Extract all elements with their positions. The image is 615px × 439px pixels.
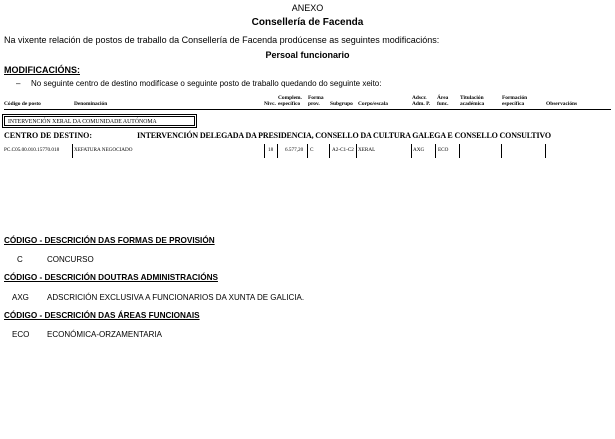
- col-observaciones: Observacións: [546, 101, 578, 107]
- col-titulacion-2: académica: [460, 101, 485, 107]
- cell-divider: [411, 144, 412, 158]
- legend-code: AXG: [12, 293, 29, 302]
- legend-desc: ECONÓMICA-ORZAMENTARIA: [47, 330, 162, 339]
- col-adscr-1: Adscr.: [412, 95, 427, 101]
- cell-divider: [459, 144, 460, 158]
- col-titulacion-1: Titulación: [460, 95, 484, 101]
- department-title: Consellería de Facenda: [251, 17, 364, 28]
- centre-name: INTERVENCIÓN DELEGADA DA PRESIDENCIA, CONSELLO DA CULTURA GALEGA E CONSELLO CONSULTIVO: [137, 131, 551, 140]
- cell-complemento: 6.577,20: [285, 147, 304, 153]
- table-header-rule: [4, 109, 611, 110]
- cell-denominacion: XEFATURA NEGOCIADO: [74, 147, 133, 153]
- col-subgrupo: Subgrupo: [330, 101, 353, 107]
- cell-divider: [329, 144, 330, 158]
- cell-corpo: XERAL: [358, 147, 376, 153]
- col-codigo: Código de posto: [4, 101, 41, 107]
- col-complemento-1: Complem.: [278, 95, 302, 101]
- centre-label: CENTRO DE DESTINO:: [4, 131, 93, 140]
- col-denominacion: Denominación: [74, 101, 108, 107]
- cell-divider: [307, 144, 308, 158]
- cell-nivel: 18: [268, 147, 274, 153]
- col-formacion-2: específica: [502, 101, 525, 107]
- legend-title: CÓDIGO - DESCRICIÓN DOUTRAS ADMINISTRACIÓNS: [4, 273, 218, 282]
- unit-box: INTERVENCIÓN XERAL DA COMUNIDADE AUTÓNOMA: [4, 116, 195, 126]
- legend-desc: ADSCRICIÓN EXCLUSIVA A FUNCIONARIOS DA XUNTA DE GALICIA.: [47, 293, 305, 302]
- legend-desc: CONCURSO: [47, 255, 94, 264]
- col-forma-2: prov.: [308, 101, 320, 107]
- col-adscr-2: Adm. P.: [412, 101, 431, 107]
- cell-forma: C: [310, 147, 314, 153]
- cell-divider: [277, 144, 278, 158]
- modifications-text: No seguinte centro de destino modifícase o seguinte posto de traballo quedando do seguinte xeito:: [31, 79, 382, 88]
- bullet-dash: –: [16, 79, 21, 88]
- cell-adscr: AXG: [413, 147, 425, 153]
- legend-title: CÓDIGO - DESCRICIÓN DAS ÁREAS FUNCIONAIS: [4, 311, 200, 320]
- col-forma-1: Forma: [308, 95, 324, 101]
- cell-divider: [264, 144, 265, 158]
- cell-divider: [501, 144, 502, 158]
- col-corpo: Corpo/escala: [358, 101, 388, 107]
- col-area-1: Área: [437, 95, 449, 101]
- legend-title: CÓDIGO - DESCRICIÓN DAS FORMAS DE PROVISIÓN: [4, 236, 215, 245]
- cell-area: ECO: [438, 147, 449, 153]
- col-formacion-1: Formación: [502, 95, 528, 101]
- intro-text: Na vixente relación de postos de traballo da Consellería de Facenda prodúcense as seguintes modificacións:: [4, 35, 440, 45]
- cell-divider: [72, 144, 73, 158]
- cell-codigo: PC.C05.00.010.15770.018: [4, 147, 60, 153]
- col-complemento-2: específico: [278, 101, 301, 107]
- col-nivel: Nivc.: [264, 101, 276, 107]
- col-area-2: func.: [437, 101, 449, 107]
- legend-code: C: [17, 255, 23, 264]
- cell-divider: [435, 144, 436, 158]
- cell-divider: [545, 144, 546, 158]
- cell-subgrupo: A2-C1-C2: [332, 147, 354, 153]
- annex-title: ANEXO: [291, 3, 324, 13]
- cell-divider: [356, 144, 357, 158]
- modifications-heading: MODIFICACIÓNS:: [4, 65, 80, 75]
- staff-type-title: Persoal funcionario: [265, 50, 350, 60]
- legend-code: ECO: [12, 330, 30, 339]
